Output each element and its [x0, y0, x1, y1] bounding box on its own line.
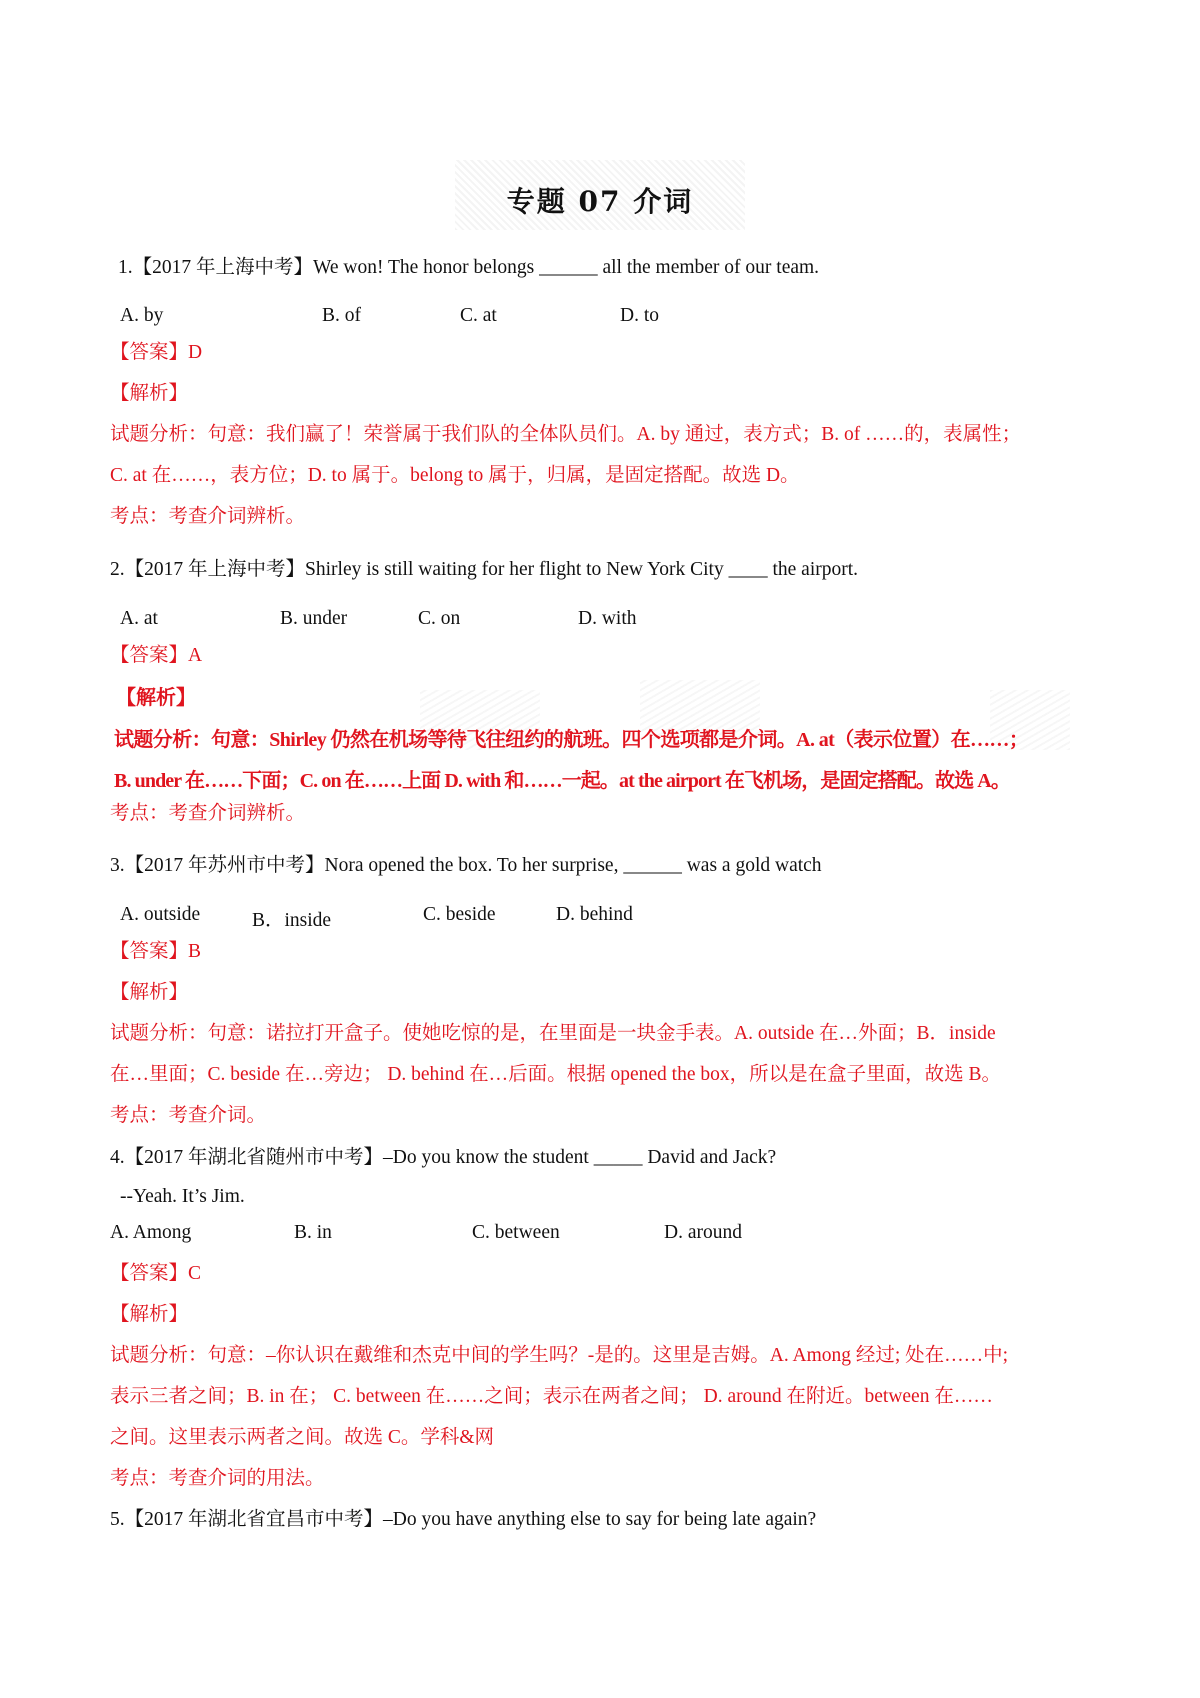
- q4-option-d: D. around: [664, 1222, 742, 1243]
- q4-analysis-line-3: 之间。这里表示两者之间。故选 C。学科&网: [110, 1427, 495, 1448]
- q4-analysis-label: 【解析】: [110, 1304, 189, 1325]
- question-source: 【2017 年湖北省随州市中考】: [124, 1147, 384, 1168]
- question-text: Shirley is still waiting for her flight to New York City ____ the airport.: [305, 559, 859, 580]
- q3-point: 考点：考查介词。: [110, 1105, 267, 1126]
- q3-analysis-line-2: 在…里面；C. beside 在…旁边； D. behind 在…后面。根据 opened the box，所以是在盒子里面，故选 B。: [110, 1064, 1001, 1085]
- q3-option-c: C. beside: [423, 904, 496, 925]
- q4-reply: --Yeah. It’s Jim.: [120, 1186, 245, 1207]
- page-title: 专题 07 介词: [506, 185, 694, 218]
- q1-analysis-line-1: 试题分析：句意：我们赢了！荣誉属于我们队的全体队员们。A. by 通过，表方式；B. of ……的，表属性；: [110, 424, 1022, 445]
- question-number: 2.: [110, 559, 125, 580]
- q2-point: 考点：考查介词辨析。: [110, 803, 306, 824]
- question-text: –Do you have anything else to say for being late again?: [383, 1509, 817, 1530]
- question-1-stem: [118, 256, 819, 280]
- question-number: 1.: [118, 257, 133, 278]
- q3-option-d: D. behind: [556, 904, 633, 925]
- q1-analysis-label: 【解析】: [110, 383, 189, 404]
- q4-analysis-line-2: 表示三者之间；B. in 在； C. between 在……之间；表示在两者之间； D. around 在附近。between 在……: [110, 1386, 993, 1407]
- q2-option-c: C. on: [418, 608, 461, 629]
- q4-option-a: A. Among: [110, 1222, 192, 1243]
- q2-option-d: D. with: [578, 608, 637, 629]
- q4-answer: 【答案】C: [110, 1263, 202, 1284]
- question-number: 3.: [110, 855, 125, 876]
- question-number: 4.: [110, 1147, 125, 1168]
- question-source: 【2017 年上海中考】: [132, 257, 314, 278]
- question-2-stem: [110, 558, 858, 582]
- q4-option-b: B. in: [294, 1222, 332, 1243]
- question-source: 【2017 年上海中考】: [124, 559, 306, 580]
- question-text: We won! The honor belongs ______ all the member of our team.: [313, 257, 820, 278]
- question-text: –Do you know the student _____ David and Jack?: [383, 1147, 777, 1168]
- q4-analysis-line-1: 试题分析：句意：–你认识在戴维和杰克中间的学生吗？-是的。这里是吉姆。A. Among 经过; 处在……中;: [110, 1345, 1009, 1366]
- question-source: 【2017 年湖北省宜昌市中考】: [124, 1509, 384, 1530]
- q1-answer: 【答案】D: [110, 342, 203, 363]
- q2-answer: 【答案】A: [110, 645, 203, 666]
- question-text: Nora opened the box. To her surprise, ______ was a gold watch: [324, 855, 822, 876]
- question-source: 【2017 年苏州市中考】: [124, 855, 325, 876]
- question-number: 5.: [110, 1509, 125, 1530]
- q1-option-a: A. by: [120, 305, 164, 326]
- q4-point: 考点：考查介词的用法。: [110, 1468, 325, 1489]
- q3-option-b: B．inside: [252, 910, 332, 931]
- q1-analysis-line-2: C. at 在……，表方位；D. to 属于。belong to 属于，归属，是固定搭配。故选 D。: [110, 465, 800, 486]
- q3-option-a: A. outside: [120, 904, 201, 925]
- q3-analysis-label: 【解析】: [110, 982, 189, 1003]
- q3-analysis-line-1: 试题分析：句意：诺拉打开盒子。使她吃惊的是，在里面是一块金手表。A. outside 在…外面；B．inside: [110, 1023, 996, 1044]
- q4-option-c: C. between: [472, 1222, 560, 1243]
- question-3-stem: [110, 854, 822, 878]
- q1-option-d: D. to: [620, 305, 659, 326]
- q2-option-a: A. at: [120, 608, 158, 629]
- q2-analysis-line-1: 试题分析：句意：Shirley 仍然在机场等待飞往纽约的航班。四个选项都是介词。A. at（表示位置）在……；: [114, 729, 1029, 751]
- question-4-stem: [110, 1146, 776, 1170]
- q2-option-b: B. under: [280, 608, 348, 629]
- q2-analysis-line-2: B. under 在……下面；C. on 在……上面 D. with 和……一起。at the airport 在飞机场，是固定搭配。故选 A。: [114, 770, 1010, 792]
- q1-option-b: B. of: [322, 305, 361, 326]
- question-5-stem: [110, 1508, 816, 1532]
- q2-analysis-label: 【解析】: [116, 687, 196, 709]
- q3-answer: 【答案】B: [110, 941, 202, 962]
- q1-point: 考点：考查介词辨析。: [110, 506, 306, 527]
- q1-option-c: C. at: [460, 305, 497, 326]
